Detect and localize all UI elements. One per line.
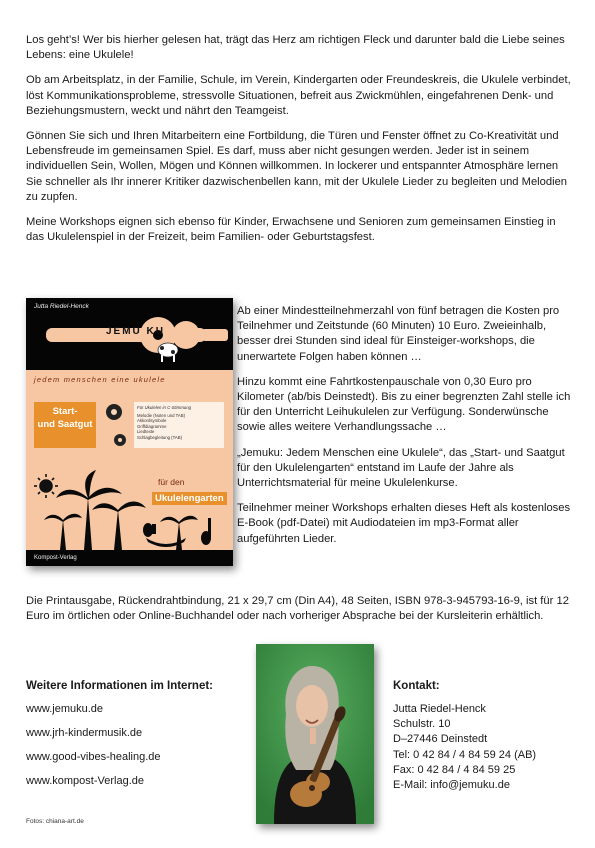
book-cover <box>26 298 233 566</box>
link-jrh-kindermusik[interactable]: www.jrh-kindermusik.de <box>26 727 143 739</box>
contact-email[interactable]: E-Mail: info@jemuku.de <box>393 779 510 792</box>
cover-info-title: Für Ukulelen in C-Stimmung <box>137 405 191 410</box>
cover-ukulelengarten: Ukulelengarten <box>152 492 227 505</box>
author-photo <box>256 644 374 824</box>
internet-links <box>26 680 256 798</box>
link-jemuku[interactable]: www.jemuku.de <box>26 703 104 715</box>
cover-author: Jutta Riedel-Henck <box>34 303 89 310</box>
side-paragraph-3: „Jemuku: Jedem Menschen eine Ukulele“, das „Start- und Saatgut für den Ukulelengarten“ entstand im Laufe der Jahre als Unterrichtsmaterial für meine Ukulelenkurse. <box>237 446 565 490</box>
intro-text <box>26 33 574 255</box>
woman-with-ukulele-photo <box>256 644 374 824</box>
cover-publisher: Kompost-Verlag <box>26 550 233 566</box>
cover-info-box <box>134 402 224 448</box>
print-edition-text: Die Printausgabe, Rückendrahtbindung, 21 x 29,7 cm (Din A4), 48 Seiten, ISBN 978-3-945793-16-9, ist für 12 Euro im örtlichen oder Online-Buchhandel oder nach vorheriger Absprache bei der Kursleiterin erhältlich. <box>26 595 569 623</box>
photo-credit: Fotos: chiana-art.de <box>26 818 84 825</box>
contact-street: Schulstr. 10 <box>393 718 451 731</box>
link-good-vibes-healing[interactable]: www.good-vibes-healing.de <box>26 751 161 763</box>
flower-icon <box>106 404 126 446</box>
contact-block <box>393 680 593 793</box>
cover-title-line-2: und Saatgut <box>37 419 93 430</box>
side-paragraph-2: Hinzu kommt eine Fahrtkostenpauschale von 0,30 Euro pro Kilometer (ab/bis Deinstedt). Bis zu einer begrenzten Zahl stelle ich für den Unterricht Leihukulelen zur Verfügung. Sonderwünsche sowie alles weitere Verhandlungssache … <box>237 375 571 434</box>
cover-info-line: Griffdiagramme <box>137 423 167 429</box>
contact-heading: Kontakt: <box>393 680 440 692</box>
intro-paragraph-1: Los geht’s! Wer bis hierher gelesen hat, trägt das Herz am richtigen Fleck und darunter bald die Liebe seines Lebens: eine Ukulele! <box>26 34 565 62</box>
sun-icon <box>34 474 58 498</box>
cow-icon <box>158 343 178 362</box>
palm-trees-icon <box>44 470 211 550</box>
contact-phone: Tel: 0 42 84 / 4 84 59 24 (AB) <box>393 748 537 761</box>
cover-title-box <box>34 402 96 448</box>
cover-title-line-1: Start- <box>52 406 78 417</box>
cover-fuer-den: für den <box>158 477 185 487</box>
side-paragraph-4: Teilnehmer meiner Workshops erhalten dieses Heft als kostenloses E-Book (pdf-Datei) mit Audiodateien im mp3-Format aller aufgeführten Lieder. <box>237 502 571 545</box>
cover-info-line: Schlagbegleitung (TAB) <box>137 434 183 440</box>
cover-motto: jedem menschen eine ukulele <box>34 375 166 384</box>
intro-paragraph-4: Meine Workshops eignen sich ebenso für Kinder, Erwachsene und Senioren zum gemeinsamen Einstieg in das Ukulelenspiel in der Freizeit, beim Familien- oder Geburtstagsfest. <box>26 216 556 244</box>
intro-paragraph-3: Gönnen Sie sich und Ihren Mitarbeitern eine Fortbildung, die Türen und Fenster öffnet zu Co-Kreativität und Lebensfreude im gemeinsamen Spiel. Es darf, muss aber nicht gesungen werden. Jeder ist in seinem individuellen Sein, Wollen, Mögen und Können willkommen. In lockerer und entspannter Atmosphäre lernen Sie schneller als Ihr innerer Kritiker dazwischenbellen kann, mit der Ukulele Lieder zu begleiten und Melodien zu zupfen. <box>26 130 568 203</box>
contact-fax: Fax: 0 42 84 / 4 84 59 25 <box>393 763 516 776</box>
cover-info-line: Melodie (Noten und TAB) <box>137 412 186 418</box>
cover-info-line: Akkordsymbole <box>137 418 167 424</box>
pricing-text <box>237 304 577 557</box>
side-paragraph-1: Ab einer Mindestteilnehmerzahl von fünf betragen die Kosten pro Teilnehmer und Zeitstunde (60 Minuten) 10 Euro. Zweieinhalb, besser drei Stunden sind ideal für Einsteiger-workshops, die unerwartete Folgen haben können … <box>237 305 560 363</box>
link-kompost-verlag[interactable]: www.kompost-Verlag.de <box>26 775 144 787</box>
cover-brand: JEMU KU <box>106 326 166 337</box>
contact-name: Jutta Riedel-Henck <box>393 703 486 715</box>
intro-paragraph-2: Ob am Arbeitsplatz, in der Familie, Schule, im Verein, Kindergarten oder Freundeskreis, die Ukulele verbindet, löst Kommunikationsprobleme, stressvolle Situationen, befreit aus Zwickmühlen, eingefahrenen Denk- und Beziehungsmustern, weckt und nährt den Teamgeist. <box>26 74 571 117</box>
links-heading: Weitere Informationen im Internet: <box>26 680 214 692</box>
cover-info-line: Liedtexte <box>137 429 155 435</box>
contact-city: D–27446 Deinstedt <box>393 733 488 746</box>
